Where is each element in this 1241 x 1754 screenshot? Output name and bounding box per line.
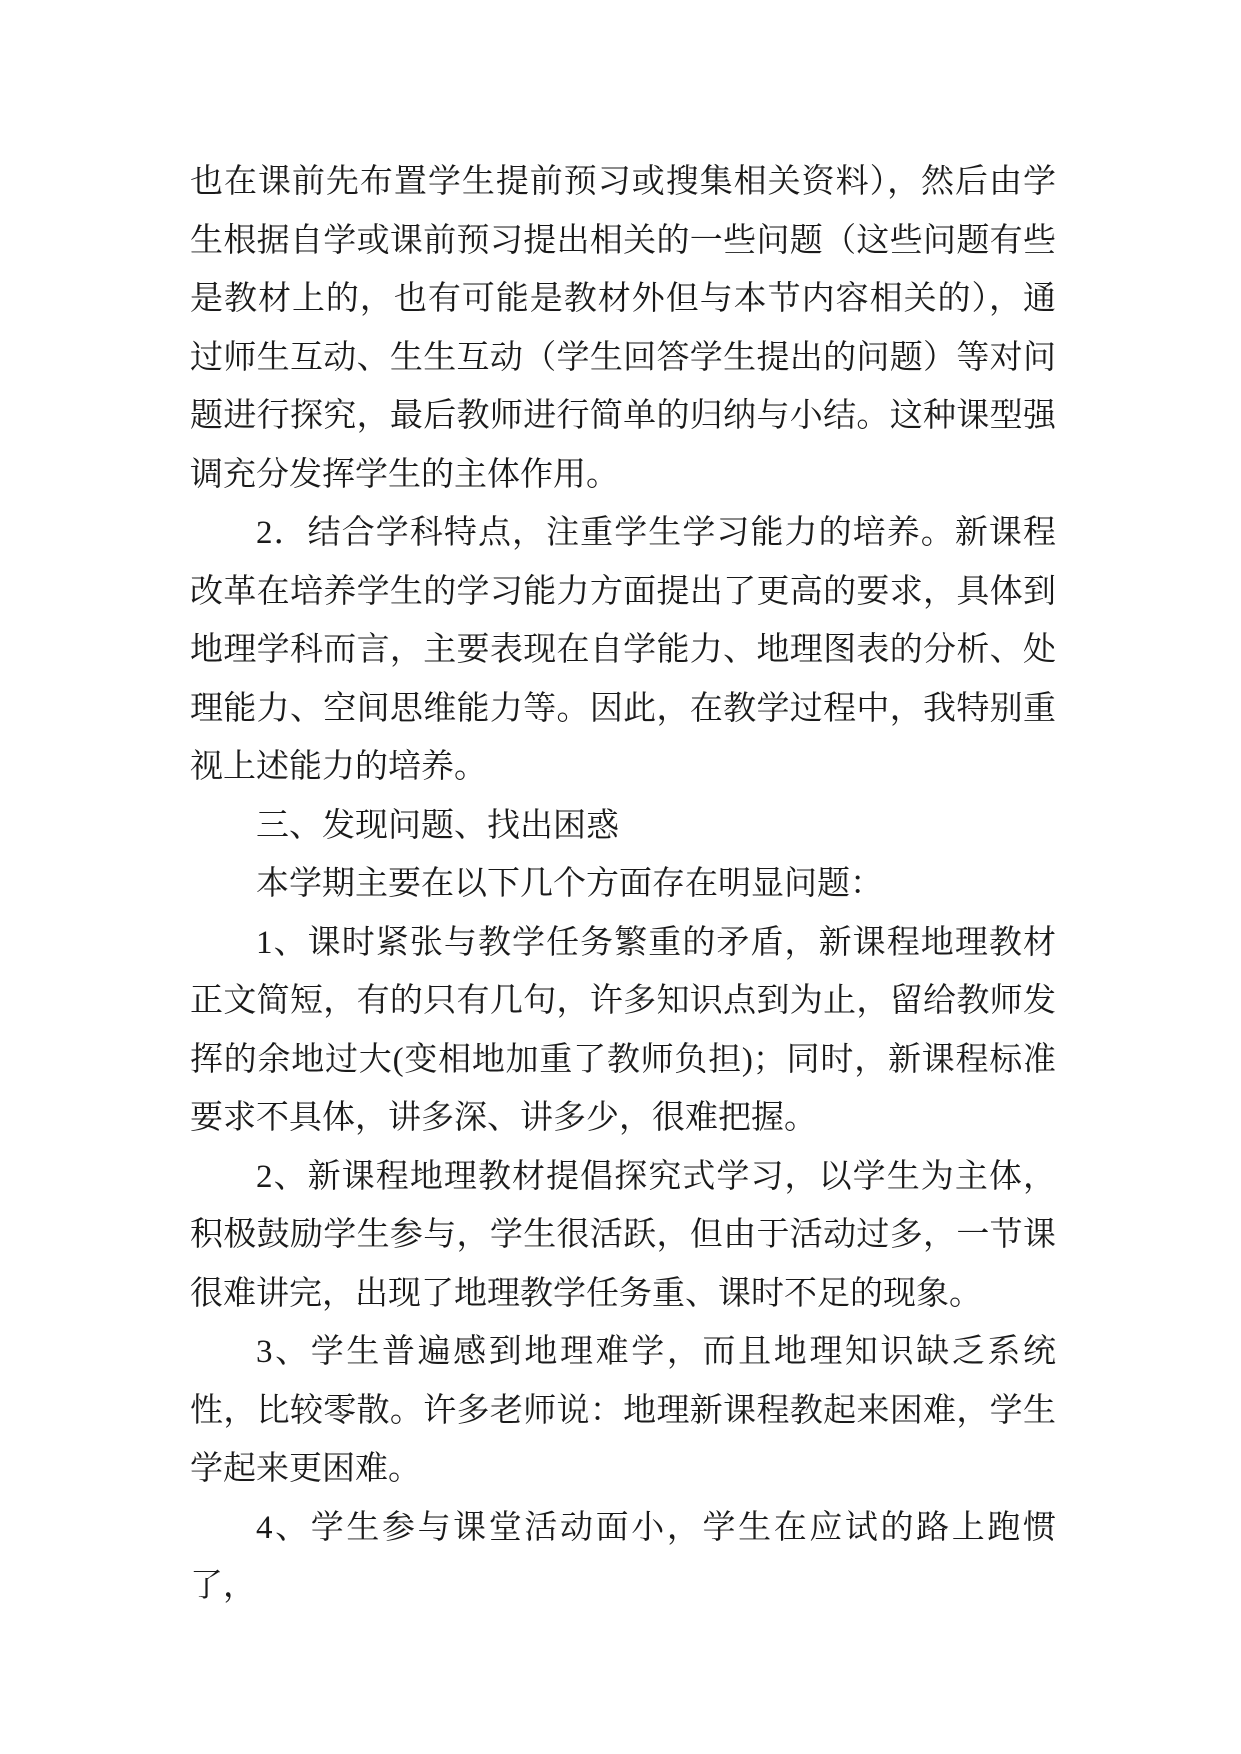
paragraph-problem-4: 4、学生参与课堂活动面小，学生在应试的路上跑惯了， [190, 1509, 1056, 1604]
paragraph-problem-1: 1、课时紧张与教学任务繁重的矛盾，新课程地理教材正文简短，有的只有几句，许多知识点到为止，留给教师发挥的余地过大(变相地加重了教师负担)；同时，新课程标准要求不具体，讲多深、讲多少，很难把握。 [190, 924, 1056, 1136]
paragraph-section-intro: 本学期主要在以下几个方面存在明显问题： [256, 866, 883, 902]
paragraph-section-heading: 三、发现问题、找出困惑 [256, 807, 619, 844]
paragraph-continuation: 也在课前先布置学生提前预习或搜集相关资料），然后由学生根据自学或课前预习提出相关的一些问题（这些问题有些是教材上的，也有可能是教材外但与本节内容相关的），通过师生互动、生生互动（学生回答学生提出的问题）等对问题进行探究，最后教师进行简单的归纳与小结。这种课型强调充分发挥学生的主体作用。 [190, 164, 1056, 493]
paragraph-problem-2: 2、新课程地理教材提倡探究式学习，以学生为主体，积极鼓励学生参与，学生很活跃，但由于活动过多，一节课很难讲完，出现了地理教学任务重、课时不足的现象。 [190, 1158, 1056, 1312]
paragraph-point-2: 2．结合学科特点，注重学生学习能力的培养。新课程改革在培养学生的学习能力方面提出了更高的要求，具体到地理学科而言，主要表现在自学能力、地理图表的分析、处理能力、空间思维能力等。因此，在教学过程中，我特别重视上述能力的培养。 [190, 515, 1056, 785]
paragraph-problem-3: 3、学生普遍感到地理难学，而且地理知识缺乏系统性，比较零散。许多老师说：地理新课程教起来困难，学生学起来更困难。 [190, 1334, 1056, 1487]
document-body [190, 153, 1056, 1616]
